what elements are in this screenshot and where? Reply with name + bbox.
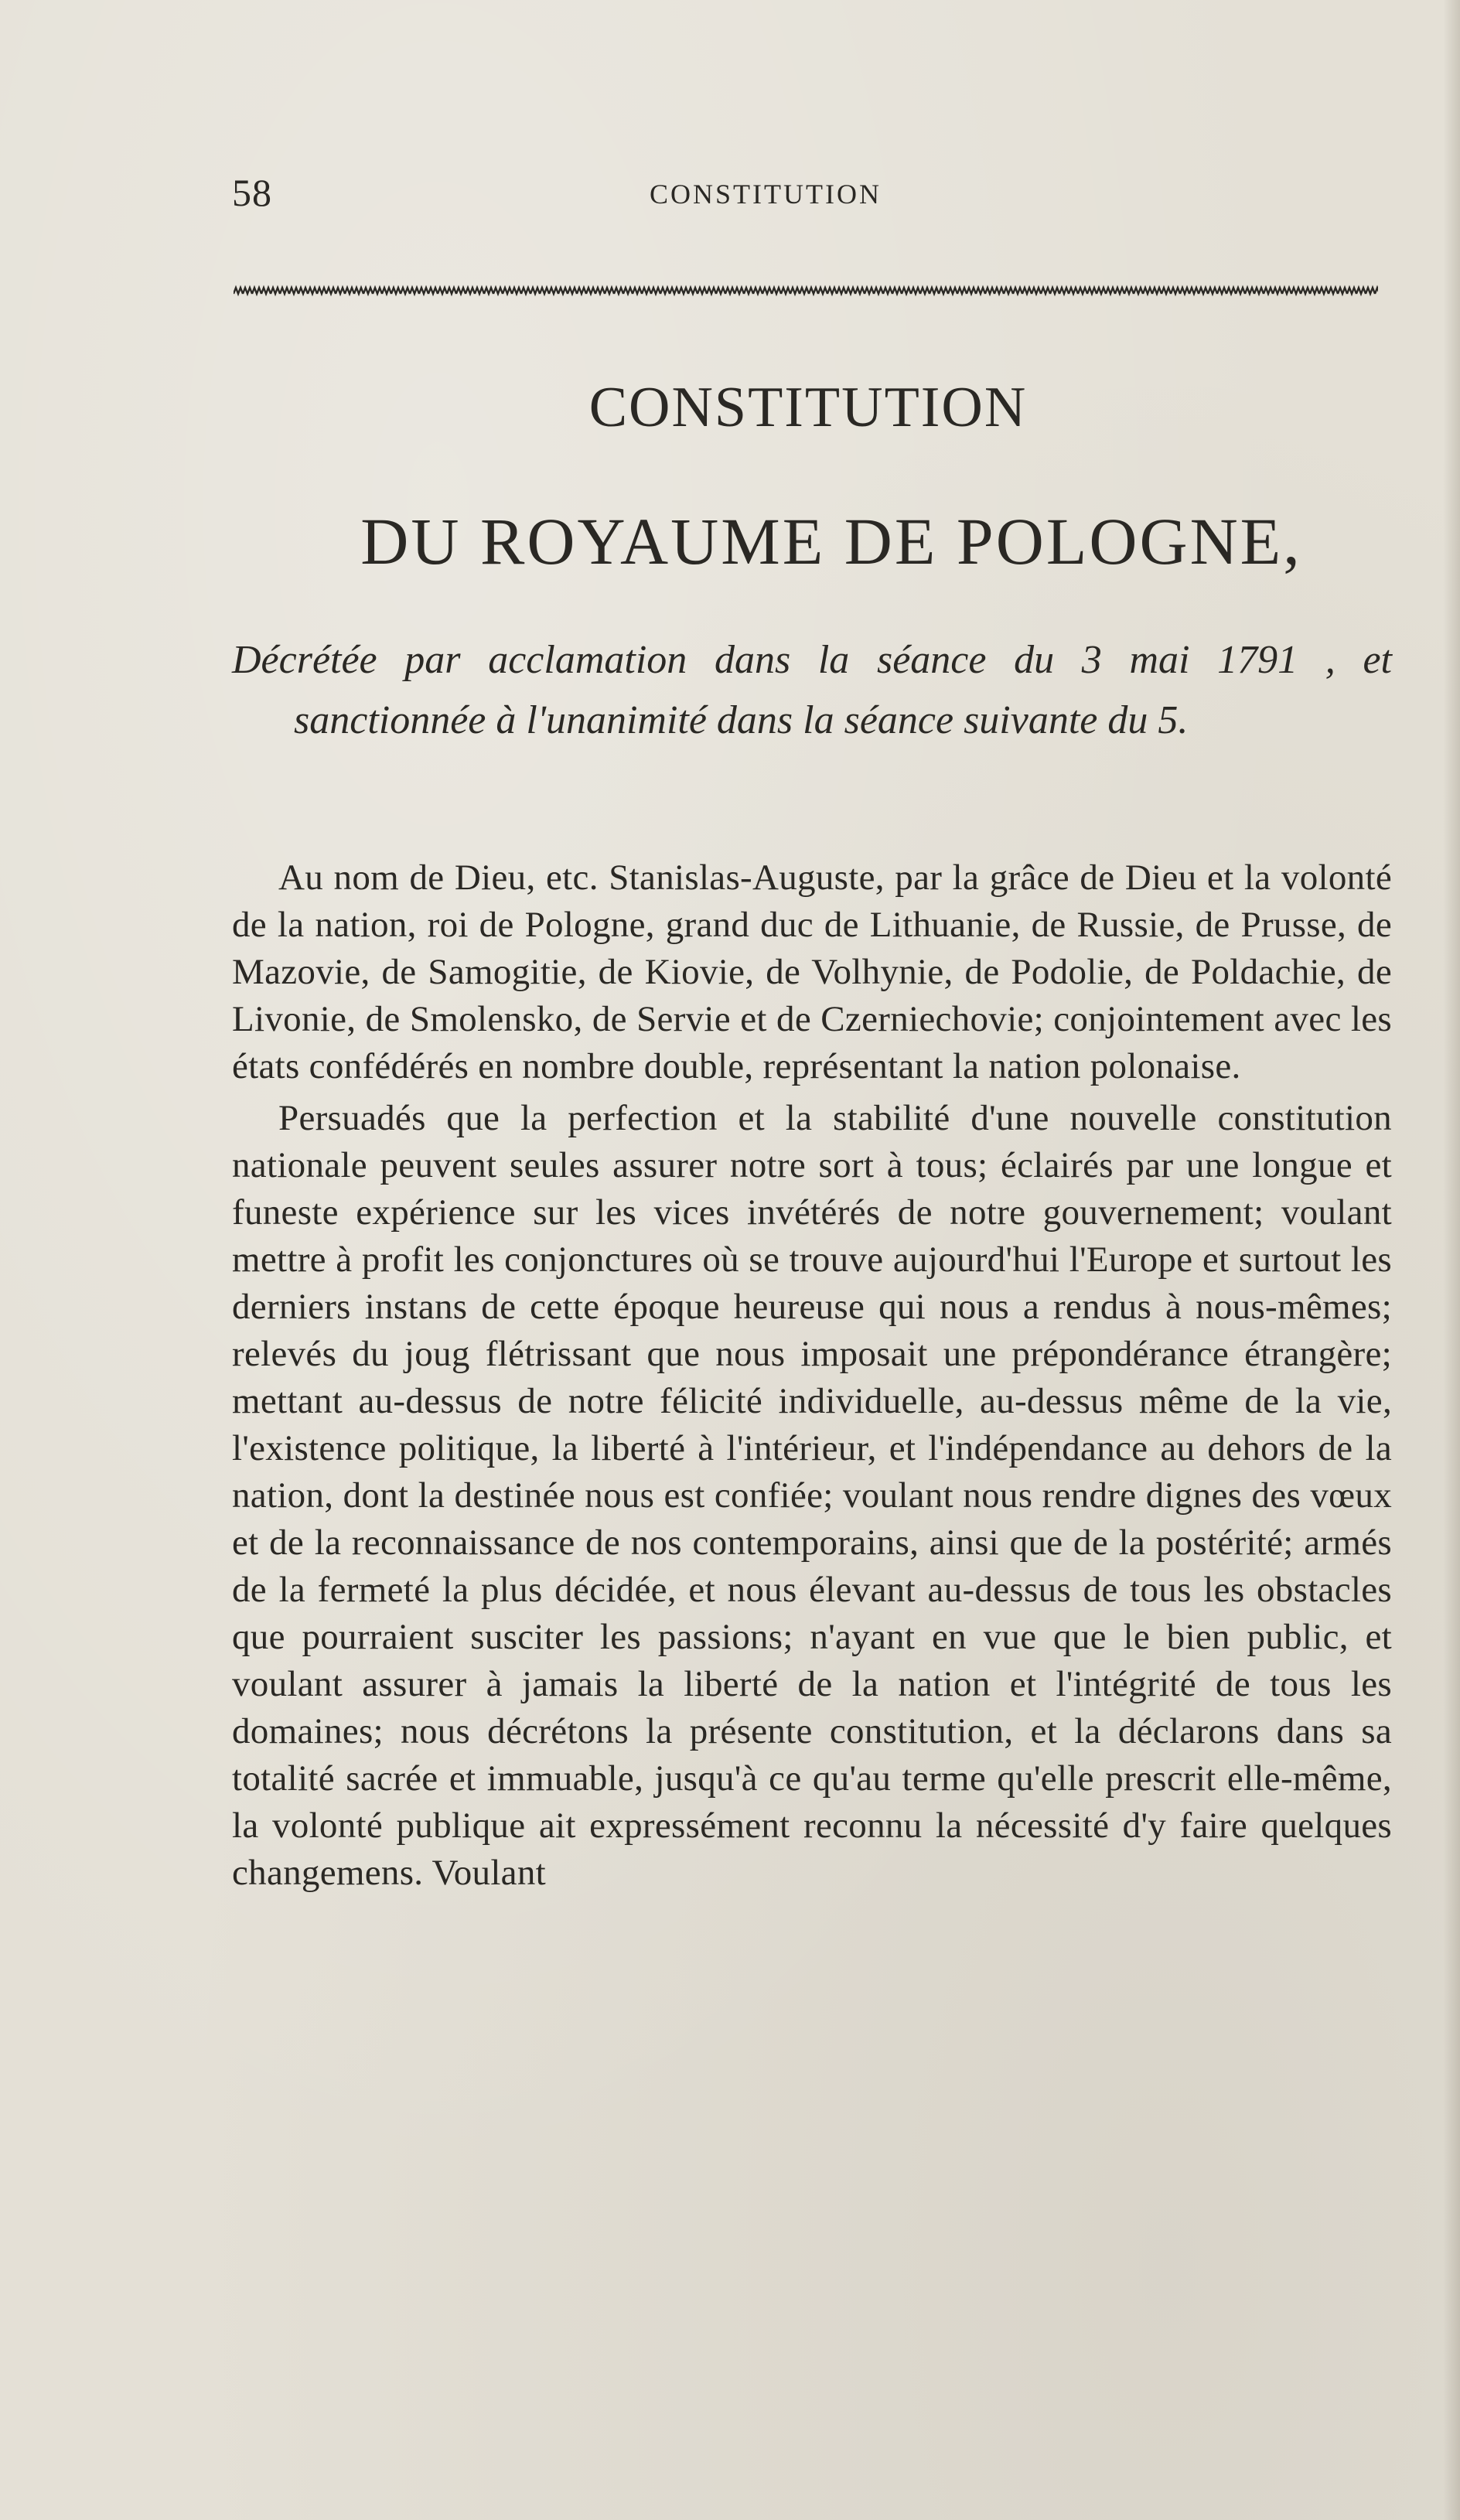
paragraph-preamble: Au nom de Dieu, etc. Stanislas-Auguste, par la grâce de Dieu et la volonté de la nation, roi de Pologne, grand duc de Lithuanie, de Russie, de Prusse, de Mazovie, de Samogitie, de Kiovie, de Volhynie, de Podolie, de Poldachie, de Livonie, de Smolensko, de Servie et de Czerniechovie; conjointement avec les états confédérés en nombre double, représentant la nation polonaise. (232, 858, 1392, 1086)
body-text (232, 854, 1392, 1897)
document-subtitle: DU ROYAUME DE POLOGNE, (360, 504, 1302, 578)
running-head (232, 170, 1384, 217)
ornamental-rule (234, 285, 1378, 297)
paragraph-persuades: Persuadés que la perfection et la stabilité d'une nouvelle constitution nationale peuvent seules assurer notre sort à tous; éclairés par une longue et funeste expérience sur les vices invétérés de notre gouvernement; voulant mettre à profit les conjonctures où se trouve aujourd'hui l'Europe et surtout les derniers instans de cette époque heureuse qui nous a rendus à nous-mêmes; relevés du joug flétrissant que nous imposait une prépondérance étrangère; mettant au-dessus de notre félicité individuelle, au-dessus même de la vie, l'existence politique, la liberté à l'intérieur, et l'indépendance au dehors de la nation, dont la destinée nous est confiée; voulant nous rendre dignes des vœux et de la reconnaissance de nos contemporains, ainsi que de la postérité; armés de la fermeté la plus décidée, et nous élevant au-dessus de tous les obstacles que pourraient susciter les passions; n'ayant en vue que le bien public, et voulant assurer à jamais la liberté de la nation et l'intégrité de tous les domaines; nous décrétons la présente constitution, et la déclarons dans sa totalité sacrée et immuable, jusqu'à ce qu'au terme qu'elle prescrit elle-même, la volonté publique ait expressément reconnu la nécessité d'y faire quelques changemens. Voulant (232, 1098, 1392, 1893)
page-number: 58 (232, 171, 272, 214)
page-edge-shadow (1443, 0, 1460, 2520)
running-title: CONSTITUTION (650, 179, 882, 210)
document-title: CONSTITUTION (588, 376, 1028, 439)
decree-note: Décrétée par acclamation dans la séance du 3 mai 1791 , et sanctionnée à l'unanimité dans la séance suivante du 5. (232, 638, 1392, 742)
